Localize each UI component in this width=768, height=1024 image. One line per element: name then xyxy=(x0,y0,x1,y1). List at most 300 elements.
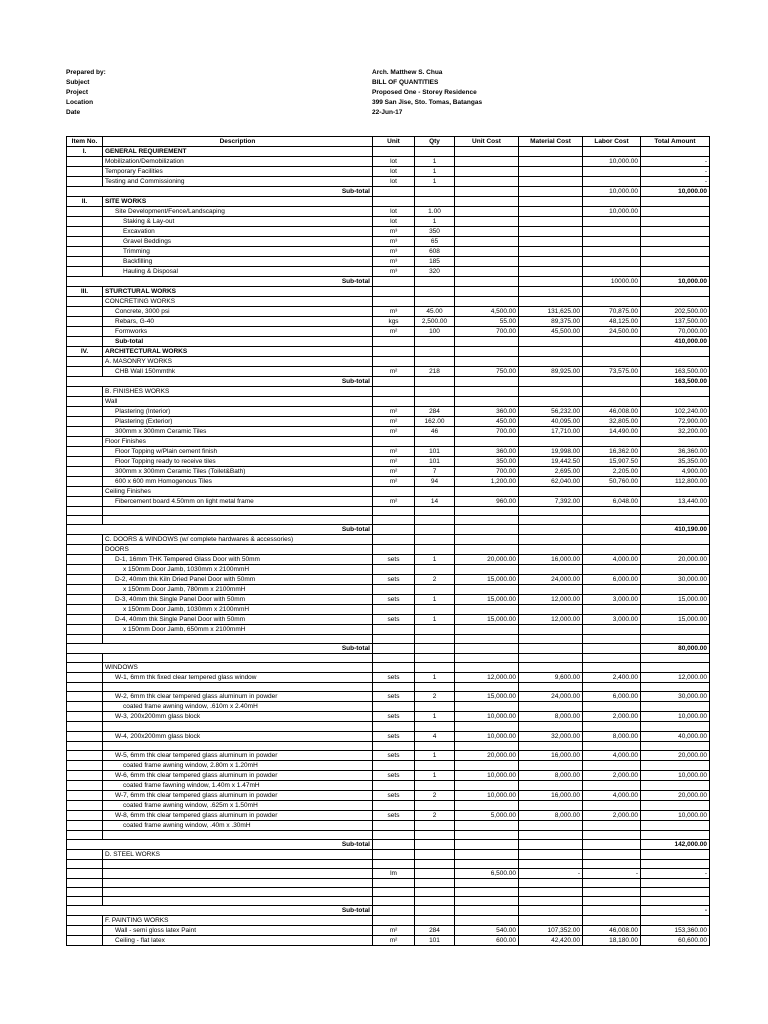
total-amount-cell: 35,350.00 xyxy=(641,457,710,467)
description-cell: W-3, 200x200mm glass block xyxy=(103,712,373,722)
labor-cost-cell: 14,490.00 xyxy=(583,427,641,437)
total-amount-cell xyxy=(641,859,710,868)
material-cost-cell xyxy=(519,830,583,839)
unit-cell: m² xyxy=(373,447,415,457)
item-no-cell xyxy=(67,663,103,673)
total-amount-cell xyxy=(641,849,710,859)
unit-cost-cell xyxy=(455,357,519,367)
table-row xyxy=(67,207,710,217)
labor-cost-cell: 6,048.00 xyxy=(583,497,641,507)
unit-cell xyxy=(373,387,415,397)
item-no-cell xyxy=(67,830,103,839)
total-amount-cell: 15,000.00 xyxy=(641,615,710,625)
subtotal-row xyxy=(67,377,710,387)
item-no-cell xyxy=(67,878,103,887)
item-no-cell xyxy=(67,217,103,227)
description-cell xyxy=(103,722,373,731)
unit-cost-cell xyxy=(455,207,519,217)
qty-cell xyxy=(415,820,455,830)
unit-cost-cell xyxy=(455,387,519,397)
item-no-cell xyxy=(67,702,103,712)
total-amount-cell: 10,000.00 xyxy=(641,277,710,287)
unit-cell xyxy=(373,197,415,207)
qty-cell xyxy=(415,437,455,447)
description-cell: DOORS xyxy=(103,545,373,555)
unit-cost-cell xyxy=(455,545,519,555)
unit-cell: lot xyxy=(373,207,415,217)
column-header: Item No. xyxy=(67,137,103,147)
total-amount-cell xyxy=(641,887,710,896)
description-cell: W-4, 200x200mm glass block xyxy=(103,731,373,741)
labor-cost-cell: 4,000.00 xyxy=(583,555,641,565)
column-header: Total Amount xyxy=(641,137,710,147)
item-no-cell xyxy=(67,497,103,507)
labor-cost-cell xyxy=(583,297,641,307)
labor-cost-cell xyxy=(583,147,641,157)
unit-cost-cell xyxy=(455,525,519,535)
unit-cell xyxy=(373,887,415,896)
labor-cost-cell xyxy=(583,849,641,859)
table-row xyxy=(67,167,710,177)
unit-cost-cell xyxy=(455,287,519,297)
description-cell: coated frame awning window, 2.80m x 1.20mH xyxy=(103,760,373,770)
description-cell: Testing and Commissioning xyxy=(103,177,373,187)
item-no-cell xyxy=(67,887,103,896)
table-row xyxy=(67,741,710,750)
unit-cell xyxy=(373,585,415,595)
qty-cell: 100 xyxy=(415,327,455,337)
total-amount-cell: 72,900.00 xyxy=(641,417,710,427)
qty-cell xyxy=(415,277,455,287)
description-cell xyxy=(103,741,373,750)
material-cost-cell: 7,392.00 xyxy=(519,497,583,507)
item-no-cell xyxy=(67,327,103,337)
table-row xyxy=(67,545,710,555)
labor-cost-cell: 3,000.00 xyxy=(583,615,641,625)
material-cost-cell: 32,000.00 xyxy=(519,731,583,741)
table-row xyxy=(67,936,710,946)
total-amount-cell xyxy=(641,437,710,447)
unit-cost-cell xyxy=(455,878,519,887)
table-header-row xyxy=(67,137,710,147)
description-cell: W-2, 6mm thk clear tempered glass aluminum in powder xyxy=(103,692,373,702)
unit-cell xyxy=(373,780,415,790)
unit-cell: sets xyxy=(373,673,415,683)
table-row xyxy=(67,683,710,692)
header-label: Location xyxy=(66,99,94,106)
labor-cost-cell: 50,760.00 xyxy=(583,477,641,487)
item-no-cell xyxy=(67,477,103,487)
material-cost-cell: 17,710.00 xyxy=(519,427,583,437)
material-cost-cell: 8,000.00 xyxy=(519,810,583,820)
labor-cost-cell: 15,907.50 xyxy=(583,457,641,467)
total-amount-cell xyxy=(641,635,710,644)
labor-cost-cell xyxy=(583,663,641,673)
item-no-cell xyxy=(67,367,103,377)
unit-cell xyxy=(373,702,415,712)
material-cost-cell xyxy=(519,545,583,555)
table-row xyxy=(67,447,710,457)
item-no-cell xyxy=(67,387,103,397)
material-cost-cell xyxy=(519,525,583,535)
description-cell: W-1, 6mm thk fixed clear tempered glass window xyxy=(103,673,373,683)
total-amount-cell: 70,000.00 xyxy=(641,327,710,337)
total-amount-cell xyxy=(641,487,710,497)
table-row xyxy=(67,859,710,868)
qty-cell xyxy=(415,663,455,673)
total-amount-cell: 142,000.00 xyxy=(641,839,710,849)
total-amount-cell: 30,000.00 xyxy=(641,692,710,702)
total-amount-cell xyxy=(641,147,710,157)
item-no-cell xyxy=(67,417,103,427)
total-amount-cell xyxy=(641,397,710,407)
item-no-cell xyxy=(67,257,103,267)
qty-cell xyxy=(415,868,455,878)
table-row xyxy=(67,830,710,839)
qty-cell xyxy=(415,337,455,347)
qty-cell: 45.00 xyxy=(415,307,455,317)
item-no-cell xyxy=(67,307,103,317)
total-amount-cell: 36,360.00 xyxy=(641,447,710,457)
material-cost-cell: 40,095.00 xyxy=(519,417,583,427)
unit-cost-cell xyxy=(455,187,519,197)
item-no-cell xyxy=(67,337,103,347)
material-cost-cell: 12,000.00 xyxy=(519,615,583,625)
qty-cell xyxy=(415,297,455,307)
table-row xyxy=(67,437,710,447)
table-row xyxy=(67,605,710,615)
material-cost-cell: 2,695.00 xyxy=(519,467,583,477)
unit-cell: sets xyxy=(373,595,415,605)
total-amount-cell: 10,000.00 xyxy=(641,187,710,197)
unit-cell xyxy=(373,147,415,157)
material-cost-cell xyxy=(519,267,583,277)
material-cost-cell: 8,000.00 xyxy=(519,770,583,780)
unit-cost-cell xyxy=(455,247,519,257)
table-row xyxy=(67,820,710,830)
material-cost-cell: 89,925.00 xyxy=(519,367,583,377)
item-no-cell: II. xyxy=(67,197,103,207)
item-no-cell xyxy=(67,722,103,731)
unit-cost-cell xyxy=(455,277,519,287)
unit-cell xyxy=(373,516,415,525)
description-cell: x 150mm Door Jamb, 1030mm x 2100mmH xyxy=(103,605,373,615)
item-no-cell xyxy=(67,750,103,760)
header-label: Prepared by: xyxy=(66,69,106,76)
table-row xyxy=(67,810,710,820)
description-cell: D-2, 40mm thk Kiln Dried Panel Door with 50mm xyxy=(103,575,373,585)
unit-cell: sets xyxy=(373,712,415,722)
material-cost-cell: 56,232.00 xyxy=(519,407,583,417)
unit-cost-cell: 20,000.00 xyxy=(455,750,519,760)
item-no-cell xyxy=(67,457,103,467)
unit-cost-cell: 10,000.00 xyxy=(455,712,519,722)
unit-cell: m² xyxy=(373,367,415,377)
unit-cell xyxy=(373,297,415,307)
table-row xyxy=(67,497,710,507)
material-cost-cell: 107,352.00 xyxy=(519,926,583,936)
labor-cost-cell xyxy=(583,625,641,635)
unit-cell xyxy=(373,565,415,575)
material-cost-cell xyxy=(519,800,583,810)
unit-cell: m³ xyxy=(373,257,415,267)
labor-cost-cell: 2,000.00 xyxy=(583,810,641,820)
item-no-cell xyxy=(67,615,103,625)
qty-cell xyxy=(415,387,455,397)
table-row xyxy=(67,575,710,585)
description-cell: Hauling & Disposal xyxy=(103,267,373,277)
unit-cell xyxy=(373,859,415,868)
total-amount-cell: 30,000.00 xyxy=(641,575,710,585)
qty-cell: 350 xyxy=(415,227,455,237)
table-row xyxy=(67,535,710,545)
unit-cost-cell xyxy=(455,830,519,839)
qty-cell: 2 xyxy=(415,810,455,820)
unit-cost-cell xyxy=(455,167,519,177)
material-cost-cell xyxy=(519,535,583,545)
total-amount-cell xyxy=(641,820,710,830)
total-amount-cell: 102,240.00 xyxy=(641,407,710,417)
total-amount-cell xyxy=(641,297,710,307)
labor-cost-cell xyxy=(583,722,641,731)
section-row xyxy=(67,147,710,157)
material-cost-cell xyxy=(519,516,583,525)
total-amount-cell xyxy=(641,545,710,555)
unit-cost-cell xyxy=(455,683,519,692)
description-cell: WINDOWS xyxy=(103,663,373,673)
item-no-cell xyxy=(67,683,103,692)
unit-cost-cell: 4,500.00 xyxy=(455,307,519,317)
labor-cost-cell xyxy=(583,507,641,516)
material-cost-cell: 19,998.00 xyxy=(519,447,583,457)
table-row xyxy=(67,257,710,267)
description-cell xyxy=(103,683,373,692)
unit-cost-cell xyxy=(455,859,519,868)
qty-cell xyxy=(415,605,455,615)
unit-cost-cell xyxy=(455,347,519,357)
item-no-cell xyxy=(67,692,103,702)
unit-cost-cell xyxy=(455,237,519,247)
total-amount-cell xyxy=(641,247,710,257)
description-cell: Ceiling - flat latex xyxy=(103,936,373,946)
unit-cell xyxy=(373,635,415,644)
unit-cost-cell: 700.00 xyxy=(455,467,519,477)
description-cell: Plastering (Exterior) xyxy=(103,417,373,427)
unit-cell xyxy=(373,820,415,830)
description-cell: Wall - semi gloss latex Paint xyxy=(103,926,373,936)
unit-cost-cell: 6,500.00 xyxy=(455,868,519,878)
unit-cell: m² xyxy=(373,477,415,487)
unit-cost-cell xyxy=(455,177,519,187)
unit-cell: m² xyxy=(373,497,415,507)
total-amount-cell: 410,000.00 xyxy=(641,337,710,347)
qty-cell: 2 xyxy=(415,692,455,702)
material-cost-cell xyxy=(519,207,583,217)
material-cost-cell xyxy=(519,897,583,906)
item-no-cell xyxy=(67,535,103,545)
labor-cost-cell: 6,000.00 xyxy=(583,575,641,585)
table-row xyxy=(67,635,710,644)
table-row xyxy=(67,516,710,525)
item-no-cell xyxy=(67,397,103,407)
total-amount-cell xyxy=(641,683,710,692)
qty-cell xyxy=(415,906,455,916)
qty-cell xyxy=(415,147,455,157)
unit-cell xyxy=(373,525,415,535)
item-no-cell xyxy=(67,545,103,555)
description-cell: F. PAINTING WORKS xyxy=(103,916,373,926)
labor-cost-cell: 73,575.00 xyxy=(583,367,641,377)
description-cell xyxy=(103,868,373,878)
description-cell: coated frame awning window, .610m x 2.40mH xyxy=(103,702,373,712)
unit-cell xyxy=(373,347,415,357)
item-no-cell xyxy=(67,595,103,605)
qty-cell xyxy=(415,780,455,790)
unit-cost-cell xyxy=(455,197,519,207)
labor-cost-cell: 10,000.00 xyxy=(583,157,641,167)
qty-cell xyxy=(415,347,455,357)
unit-cost-cell xyxy=(455,839,519,849)
item-no-cell xyxy=(67,237,103,247)
qty-cell: 2,500.00 xyxy=(415,317,455,327)
labor-cost-cell: 4,000.00 xyxy=(583,790,641,800)
unit-cell xyxy=(373,437,415,447)
qty-cell xyxy=(415,357,455,367)
unit-cell xyxy=(373,487,415,497)
unit-cell: m² xyxy=(373,467,415,477)
unit-cell xyxy=(373,897,415,906)
unit-cost-cell xyxy=(455,702,519,712)
unit-cell: sets xyxy=(373,555,415,565)
unit-cost-cell xyxy=(455,644,519,654)
unit-cost-cell xyxy=(455,535,519,545)
total-amount-cell xyxy=(641,654,710,663)
qty-cell: 608 xyxy=(415,247,455,257)
material-cost-cell xyxy=(519,437,583,447)
qty-cell: 94 xyxy=(415,477,455,487)
total-amount-cell: - xyxy=(641,177,710,187)
total-amount-cell xyxy=(641,565,710,575)
subtotal-row xyxy=(67,839,710,849)
unit-cost-cell: 350.00 xyxy=(455,457,519,467)
subtotal-label: Sub-total xyxy=(67,906,373,916)
material-cost-cell xyxy=(519,287,583,297)
qty-cell: 185 xyxy=(415,257,455,267)
item-no-cell xyxy=(67,790,103,800)
total-amount-cell xyxy=(641,267,710,277)
subtotal-label: Sub-total xyxy=(67,839,373,849)
item-no-cell xyxy=(67,467,103,477)
item-no-cell xyxy=(67,712,103,722)
labor-cost-cell: 2,000.00 xyxy=(583,712,641,722)
material-cost-cell: 8,000.00 xyxy=(519,712,583,722)
material-cost-cell xyxy=(519,177,583,187)
description-cell: W-6, 6mm thk clear tempered glass aluminum in powder xyxy=(103,770,373,780)
total-amount-cell xyxy=(641,217,710,227)
unit-cell xyxy=(373,906,415,916)
total-amount-cell xyxy=(641,916,710,926)
unit-cell: kgs xyxy=(373,317,415,327)
table-row xyxy=(67,357,710,367)
unit-cell xyxy=(373,397,415,407)
labor-cost-cell: 32,805.00 xyxy=(583,417,641,427)
item-no-cell xyxy=(67,635,103,644)
material-cost-cell xyxy=(519,916,583,926)
table-row xyxy=(67,731,710,741)
item-no-cell xyxy=(67,167,103,177)
material-cost-cell xyxy=(519,377,583,387)
labor-cost-cell: 24,500.00 xyxy=(583,327,641,337)
material-cost-cell: 9,600.00 xyxy=(519,673,583,683)
item-no-cell xyxy=(67,760,103,770)
description-cell: Rebars, G-40 xyxy=(103,317,373,327)
table-row xyxy=(67,467,710,477)
item-no-cell xyxy=(67,427,103,437)
total-amount-cell: 10,000.00 xyxy=(641,810,710,820)
material-cost-cell xyxy=(519,167,583,177)
item-no-cell xyxy=(67,267,103,277)
unit-cell: m² xyxy=(373,926,415,936)
labor-cost-cell xyxy=(583,217,641,227)
total-amount-cell: 163,500.00 xyxy=(641,367,710,377)
qty-cell xyxy=(415,702,455,712)
unit-cost-cell xyxy=(455,906,519,916)
unit-cost-cell xyxy=(455,916,519,926)
material-cost-cell: 24,000.00 xyxy=(519,575,583,585)
unit-cell xyxy=(373,916,415,926)
material-cost-cell xyxy=(519,257,583,267)
item-no-cell xyxy=(67,926,103,936)
labor-cost-cell xyxy=(583,820,641,830)
total-amount-cell: 20,000.00 xyxy=(641,750,710,760)
qty-cell xyxy=(415,635,455,644)
material-cost-cell xyxy=(519,217,583,227)
total-amount-cell: 40,000.00 xyxy=(641,731,710,741)
labor-cost-cell xyxy=(583,535,641,545)
description-cell: W-5, 6mm thk clear tempered glass aluminum in powder xyxy=(103,750,373,760)
labor-cost-cell xyxy=(583,257,641,267)
qty-cell: 218 xyxy=(415,367,455,377)
material-cost-cell xyxy=(519,347,583,357)
subtotal-label: Sub-total xyxy=(67,525,373,535)
qty-cell: 162.00 xyxy=(415,417,455,427)
material-cost-cell xyxy=(519,187,583,197)
total-amount-cell xyxy=(641,702,710,712)
total-amount-cell: 10,000.00 xyxy=(641,712,710,722)
qty-cell xyxy=(415,516,455,525)
table-row xyxy=(67,367,710,377)
material-cost-cell xyxy=(519,337,583,347)
unit-cell: m³ xyxy=(373,227,415,237)
table-row xyxy=(67,926,710,936)
total-amount-cell: 4,900.00 xyxy=(641,467,710,477)
total-amount-cell xyxy=(641,625,710,635)
description-cell: Ceiling Finishes xyxy=(103,487,373,497)
header-value: Proposed One - Storey Residence xyxy=(372,89,477,96)
description-cell: D. STEEL WORKS xyxy=(103,849,373,859)
unit-cell xyxy=(373,535,415,545)
qty-cell: 1 xyxy=(415,770,455,780)
unit-cost-cell xyxy=(455,507,519,516)
unit-cell xyxy=(373,644,415,654)
labor-cost-cell xyxy=(583,605,641,615)
description-cell: Staking & Lay-out xyxy=(103,217,373,227)
total-amount-cell: 12,000.00 xyxy=(641,673,710,683)
header-value: Arch. Matthew S. Chua xyxy=(372,69,443,76)
total-amount-cell xyxy=(641,800,710,810)
material-cost-cell: 19,442.50 xyxy=(519,457,583,467)
item-no-cell xyxy=(67,297,103,307)
